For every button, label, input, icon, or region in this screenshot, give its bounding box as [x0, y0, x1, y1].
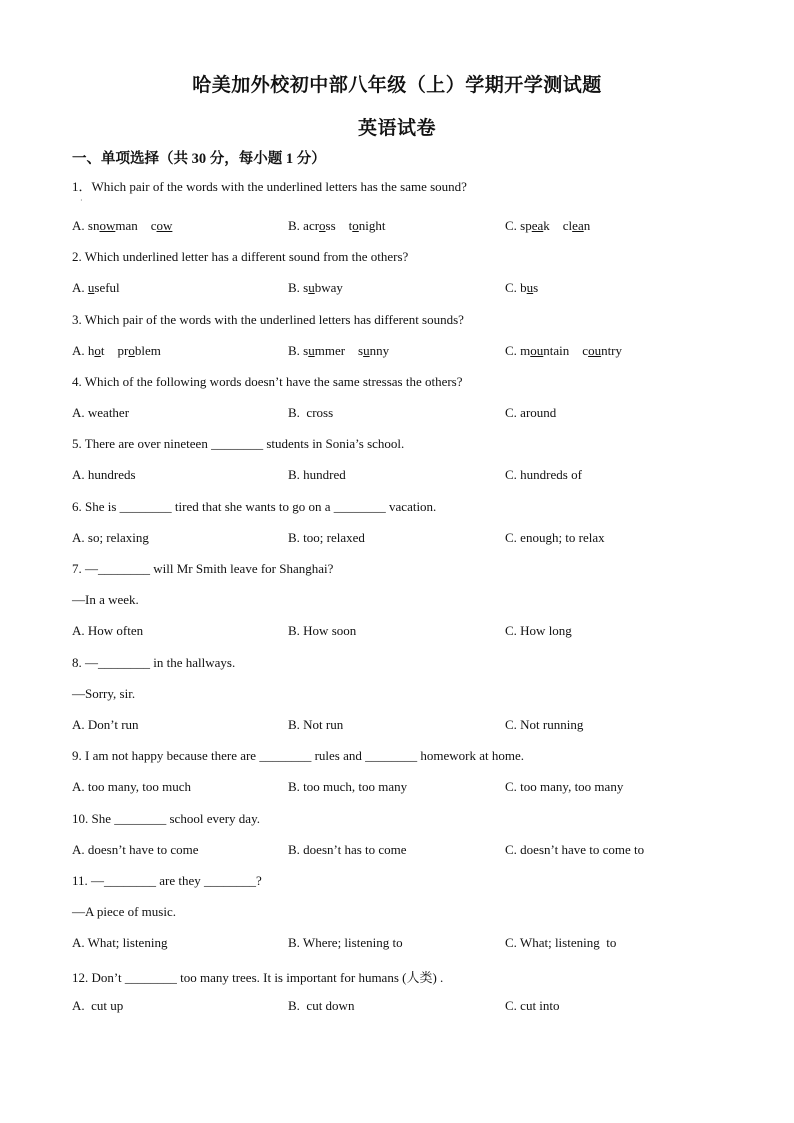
option-c[interactable]: C. doesn’t have to come to: [505, 842, 645, 857]
option-c[interactable]: C. Not running: [505, 717, 584, 732]
option-b[interactable]: B. summer sunny: [288, 343, 390, 358]
option-a[interactable]: A. How often: [72, 623, 144, 638]
page-subtitle: 英语试卷: [357, 118, 436, 139]
question-9-options: [72, 779, 722, 797]
option-c[interactable]: C. speak clean: [505, 218, 591, 233]
question-2-options: [72, 280, 722, 298]
option-a[interactable]: A. What; listening: [72, 935, 168, 950]
option-c[interactable]: C. What; listening to: [505, 935, 617, 950]
question-8-text: 8. —________ in the hallways.: [72, 655, 236, 670]
question-4-text: 4. Which of the following words doesn’t have the same stressas the others?: [72, 374, 463, 389]
question-5-options: [72, 467, 722, 485]
option-b[interactable]: B. cross: [288, 405, 334, 420]
option-b[interactable]: B. across tonight: [288, 218, 386, 233]
option-b[interactable]: B. too much, too many: [288, 779, 408, 794]
option-c[interactable]: C. too many, too many: [505, 779, 624, 794]
question-10-options: [72, 842, 722, 860]
section-heading: 一、单项选择（共 30 分，每小题 1 分）: [72, 151, 326, 167]
question-4-options: [72, 405, 722, 423]
question-12-text: 12. Don’t ________ too many trees. It is important for humans (人类) .: [72, 970, 444, 985]
question-7-text: 7. —________ will Mr Smith leave for Shanghai?: [72, 561, 334, 576]
option-b[interactable]: B. doesn’t has to come: [288, 842, 407, 857]
question-10-text: 10. She ________ school every day.: [72, 811, 260, 826]
question-8-reply: —Sorry, sir.: [72, 686, 136, 701]
option-a[interactable]: A. too many, too much: [72, 779, 192, 794]
question-11-options: [72, 935, 722, 953]
page-title: 哈美加外校初中部八年级（上）学期开学测试题: [192, 75, 602, 96]
option-a[interactable]: A. weather: [72, 405, 130, 420]
option-c[interactable]: C. How long: [505, 623, 572, 638]
question-3-text: 3. Which pair of the words with the underlined letters has different sounds?: [72, 312, 464, 327]
dot-mark: ·: [80, 196, 83, 205]
question-1-text: 1．Which pair of the words with the underlined letters has the same sound?: [72, 179, 467, 194]
option-c[interactable]: C. around: [505, 405, 557, 420]
question-6-text: 6. She is ________ tired that she wants to go on a ________ vacation.: [72, 499, 437, 514]
option-a[interactable]: A. cut up: [72, 998, 124, 1013]
option-a[interactable]: A. hot problem: [72, 343, 161, 358]
option-b[interactable]: B. Where; listening to: [288, 935, 403, 950]
question-7-options: [72, 623, 722, 641]
option-b[interactable]: B. Not run: [288, 717, 344, 732]
option-a[interactable]: A. hundreds: [72, 467, 136, 482]
question-5-text: 5. There are over nineteen ________ students in Sonia’s school.: [72, 436, 405, 451]
question-2-text: 2. Which underlined letter has a different sound from the others?: [72, 249, 409, 264]
question-6-options: [72, 530, 722, 548]
question-11-text: 11. —________ are they ________?: [72, 873, 262, 888]
question-7-reply: —In a week.: [72, 592, 139, 607]
option-a[interactable]: A. useful: [72, 280, 120, 295]
option-b[interactable]: B. cut down: [288, 998, 355, 1013]
option-c[interactable]: C. mountain country: [505, 343, 623, 358]
option-a[interactable]: A. so; relaxing: [72, 530, 149, 545]
question-11-reply: —A piece of music.: [72, 904, 176, 919]
option-a[interactable]: A. Don’t run: [72, 717, 139, 732]
option-c[interactable]: C. enough; to relax: [505, 530, 605, 545]
question-1-options: [72, 218, 722, 236]
question-8-options: [72, 717, 722, 735]
option-a[interactable]: A. snowman cow: [72, 218, 173, 233]
question-12-options: [72, 998, 722, 1016]
option-c[interactable]: C. cut into: [505, 998, 560, 1013]
option-b[interactable]: B. subway: [288, 280, 343, 295]
option-c[interactable]: C. hundreds of: [505, 467, 582, 482]
option-b[interactable]: B. How soon: [288, 623, 357, 638]
option-b[interactable]: B. hundred: [288, 467, 346, 482]
option-a[interactable]: A. doesn’t have to come: [72, 842, 199, 857]
option-b[interactable]: B. too; relaxed: [288, 530, 365, 545]
option-c[interactable]: C. bus: [505, 280, 539, 295]
question-9-text: 9. I am not happy because there are ________ rules and ________ homework at home.: [72, 748, 524, 763]
question-3-options: [72, 343, 722, 361]
